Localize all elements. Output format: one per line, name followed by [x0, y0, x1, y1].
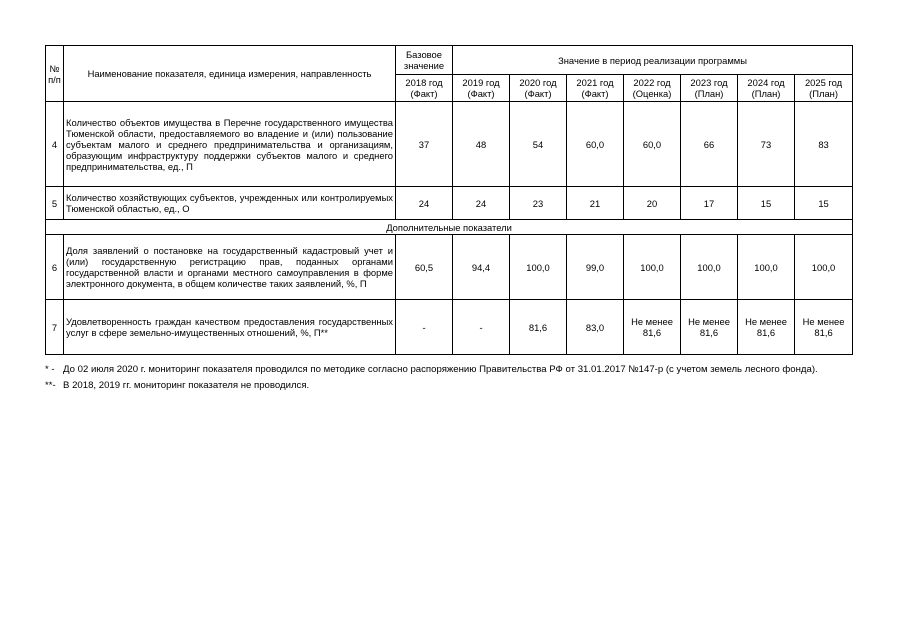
table-row: [46, 102, 853, 187]
row-value: -: [396, 300, 453, 355]
row-value: 20: [624, 187, 681, 220]
header-name: Наименование показателя, единица измерения, направленность: [64, 46, 396, 102]
header-period: Значение в период реализации программы: [453, 46, 853, 75]
header-year-2025: 2025 год (План): [795, 75, 853, 102]
footnote-mark: **-: [45, 379, 56, 391]
row-value: 24: [396, 187, 453, 220]
row-num: 4: [46, 102, 64, 187]
row-value: 54: [510, 102, 567, 187]
row-value: 66: [681, 102, 738, 187]
footnote: [45, 378, 845, 394]
header-year-2019: 2019 год (Факт): [453, 75, 510, 102]
footnote-text: До 02 июля 2020 г. мониторинг показателя проводился по методике согласно распоряжению Правительства РФ от 31.01.2017 №147-р (с учетом земель лесного фонда).: [63, 364, 818, 375]
row-value: Не менее 81,6: [795, 300, 853, 355]
row-value: 100,0: [510, 235, 567, 300]
table-row: [46, 187, 853, 220]
header-base: Базовое значение: [396, 46, 453, 75]
header-year-2021: 2021 год (Факт): [567, 75, 624, 102]
row-value: 15: [795, 187, 853, 220]
row-value: Не менее 81,6: [624, 300, 681, 355]
row-value: 60,5: [396, 235, 453, 300]
header-year-2018: 2018 год (Факт): [396, 75, 453, 102]
row-value: 21: [567, 187, 624, 220]
table-row: [46, 300, 853, 355]
row-value: 37: [396, 102, 453, 187]
row-value: Не менее 81,6: [738, 300, 795, 355]
row-name: Доля заявлений о постановке на государственный кадастровый учет и (или) государственную регистрацию прав, поданных органами государственной власти и органами местного самоуправления в форме электронного документа, в общем количестве таких заявлений, %, П: [64, 235, 396, 300]
row-name: Количество объектов имущества в Перечне государственного имущества Тюменской области, предоставляемого во владение и (или) пользование субъектам малого и среднего предпринимательства и организациям, образующим инфраструктуру поддержки субъектов малого и среднего предпринимательства, ед., П: [64, 102, 396, 187]
row-value: 100,0: [681, 235, 738, 300]
row-value: 60,0: [567, 102, 624, 187]
row-value: 17: [681, 187, 738, 220]
row-value: 15: [738, 187, 795, 220]
row-value: 83: [795, 102, 853, 187]
row-value: 94,4: [453, 235, 510, 300]
row-num: 5: [46, 187, 64, 220]
row-name: Количество хозяйствующих субъектов, учрежденных или контролируемых Тюменской областью, ед., О: [64, 187, 396, 220]
row-value: 100,0: [795, 235, 853, 300]
row-value: 48: [453, 102, 510, 187]
header-year-2023: 2023 год (План): [681, 75, 738, 102]
row-value: 73: [738, 102, 795, 187]
row-name: Удовлетворенность граждан качеством предоставления государственных услуг в сфере земельно-имущественных отношений, %, П**: [64, 300, 396, 355]
row-value: 83,0: [567, 300, 624, 355]
header-row-1: [46, 46, 853, 75]
indicators-table: [45, 45, 853, 355]
header-year-2020: 2020 год (Факт): [510, 75, 567, 102]
section-title: Дополнительные показатели: [46, 220, 853, 235]
row-value: 60,0: [624, 102, 681, 187]
row-value: 24: [453, 187, 510, 220]
header-num: № п/п: [46, 46, 64, 102]
row-num: 6: [46, 235, 64, 300]
row-value: Не менее 81,6: [681, 300, 738, 355]
header-year-2024: 2024 год (План): [738, 75, 795, 102]
row-value: -: [453, 300, 510, 355]
footnote-text: В 2018, 2019 гг. мониторинг показателя не проводился.: [63, 379, 310, 391]
footnotes: [45, 362, 845, 393]
row-value: 81,6: [510, 300, 567, 355]
header-year-2022: 2022 год (Оценка): [624, 75, 681, 102]
row-num: 7: [46, 300, 64, 355]
row-value: 100,0: [738, 235, 795, 300]
footnote: [45, 362, 845, 378]
row-value: 100,0: [624, 235, 681, 300]
row-value: 99,0: [567, 235, 624, 300]
row-value: 23: [510, 187, 567, 220]
section-row: [46, 220, 853, 235]
footnote-mark: * -: [45, 364, 55, 375]
table-row: [46, 235, 853, 300]
